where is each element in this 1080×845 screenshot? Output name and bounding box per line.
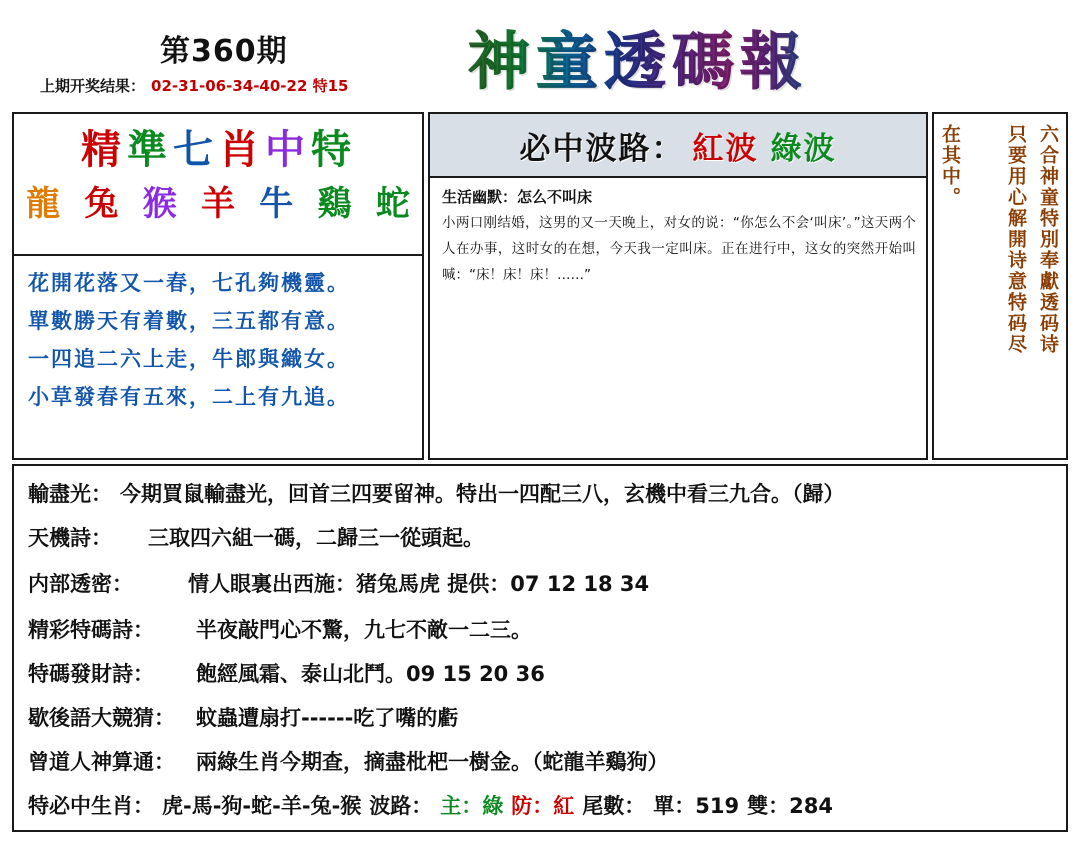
prediction-row [28,702,1054,732]
last-draw-result [40,75,348,96]
poem-line-2: 一四追二六上走，牛郎與織女。 [28,347,350,371]
title-char-3: 肖 [219,127,263,173]
seven-zodiac-panel [12,112,424,460]
final-wave-def: 防：紅 [511,794,575,818]
title-char-4: 中 [265,127,309,173]
vertical-text-col3: 在其中。 [939,124,961,208]
title-char-5: 特 [311,127,355,173]
joke-body: 小两口刚结婚，这男的又一天晚上，对女的说：“你怎么不会‘叫床’。”这天两个人在办事，这时女的在想，今天我一定叫床。正在进行中，这女的突然开始叫喊：“床！床！床！……” [442,215,916,283]
left-poem [28,264,412,416]
wave-red: 紅波 [692,130,759,167]
prediction-row [28,478,1054,508]
wave-and-joke-panel [428,112,928,460]
joke-title: 生活幽默：怎么不叫床 [442,188,593,206]
row-label-5: 歇後語大競猜： [28,706,175,730]
wave-title-bar [430,114,926,178]
seven-zodiac-title [14,118,422,175]
row-value-2: 情人眼裏出西施：猪兔馬虎 提供：07 12 18 34 [188,572,650,596]
masthead-title: 神童透碼報 [468,12,808,101]
last-draw-label: 上期开奖结果： [40,77,146,95]
title-char-2: 七 [173,127,217,173]
vertical-text-col1: 六合神童特別奉獻透码诗 [1037,124,1059,355]
final-wave-label: 波路： [369,794,433,818]
row-value-3: 半夜敲門心不驚，九七不敵一二三。 [196,618,532,642]
vertical-slogan-panel [932,112,1068,460]
final-wave-main: 主：綠 [440,794,504,818]
zodiac-0: 龍 [26,184,61,224]
predictions-panel [12,464,1068,832]
row-value-6: 兩綠生肖今期查，摘盡枇杷一樹金。（蛇龍羊鷄狗） [196,750,669,774]
issue-number: 第360期 [160,34,288,69]
prediction-row [28,746,1054,776]
row-label-4: 特碼發財詩： [28,662,154,686]
poem-line-0: 花開花落又一春，七孔夠機靈。 [28,271,350,295]
zodiac-4: 牛 [259,184,294,224]
zodiac-row [14,176,422,225]
row-label-1: 天機詩： [28,526,112,550]
final-zodiacs: 虎-馬-狗-蛇-羊-兔-猴 [162,794,362,818]
zodiac-3: 羊 [200,184,235,224]
title-char-1: 準 [127,127,171,173]
poem-line-1: 單數勝天有着數，三五都有意。 [28,309,350,333]
row-value-5: 蚊蟲遭扇打------吃了嘴的虧 [196,706,459,730]
last-draw-numbers: 02-31-06-34-40-22 特15 [151,77,349,95]
vertical-text-col2: 只要用心解開诗意特码尽 [1005,124,1027,355]
prediction-row [28,568,1054,598]
zodiac-2: 猴 [142,184,177,224]
row-label-2: 内部透密： [28,572,133,596]
wave-green: 綠波 [770,130,837,167]
zodiac-5: 鷄 [317,184,352,224]
row-value-4: 飽經風霜、泰山北鬥。09 15 20 36 [196,662,545,686]
row-label-0: 輸盡光： [28,482,112,506]
poem-line-3: 小草發春有五來，二上有九追。 [28,385,350,409]
zodiac-6: 蛇 [375,184,410,224]
prediction-row [28,658,1054,688]
final-tail-odd: 單：519 [653,794,740,818]
final-summary-row [28,790,1054,820]
final-label: 特必中生肖： [28,794,154,818]
zodiac-1: 兔 [84,184,119,224]
row-label-6: 曾道人神算通： [28,750,175,774]
divider [14,254,422,256]
final-tail-label: 尾數： [582,794,646,818]
wave-title-label: 必中波路： [519,130,685,167]
prediction-row [28,614,1054,644]
title-char-0: 精 [81,127,125,173]
final-tail-even: 雙：284 [747,794,833,818]
row-value-0: 今期買鼠輸盡光，回首三四要留神。特出一四配三八，玄機中看三九合。（歸） [120,482,845,506]
prediction-row [28,522,1054,552]
row-value-1: 三取四六組一碼，二歸三一從頭起。 [148,526,484,550]
row-label-3: 精彩特碼詩： [28,618,154,642]
